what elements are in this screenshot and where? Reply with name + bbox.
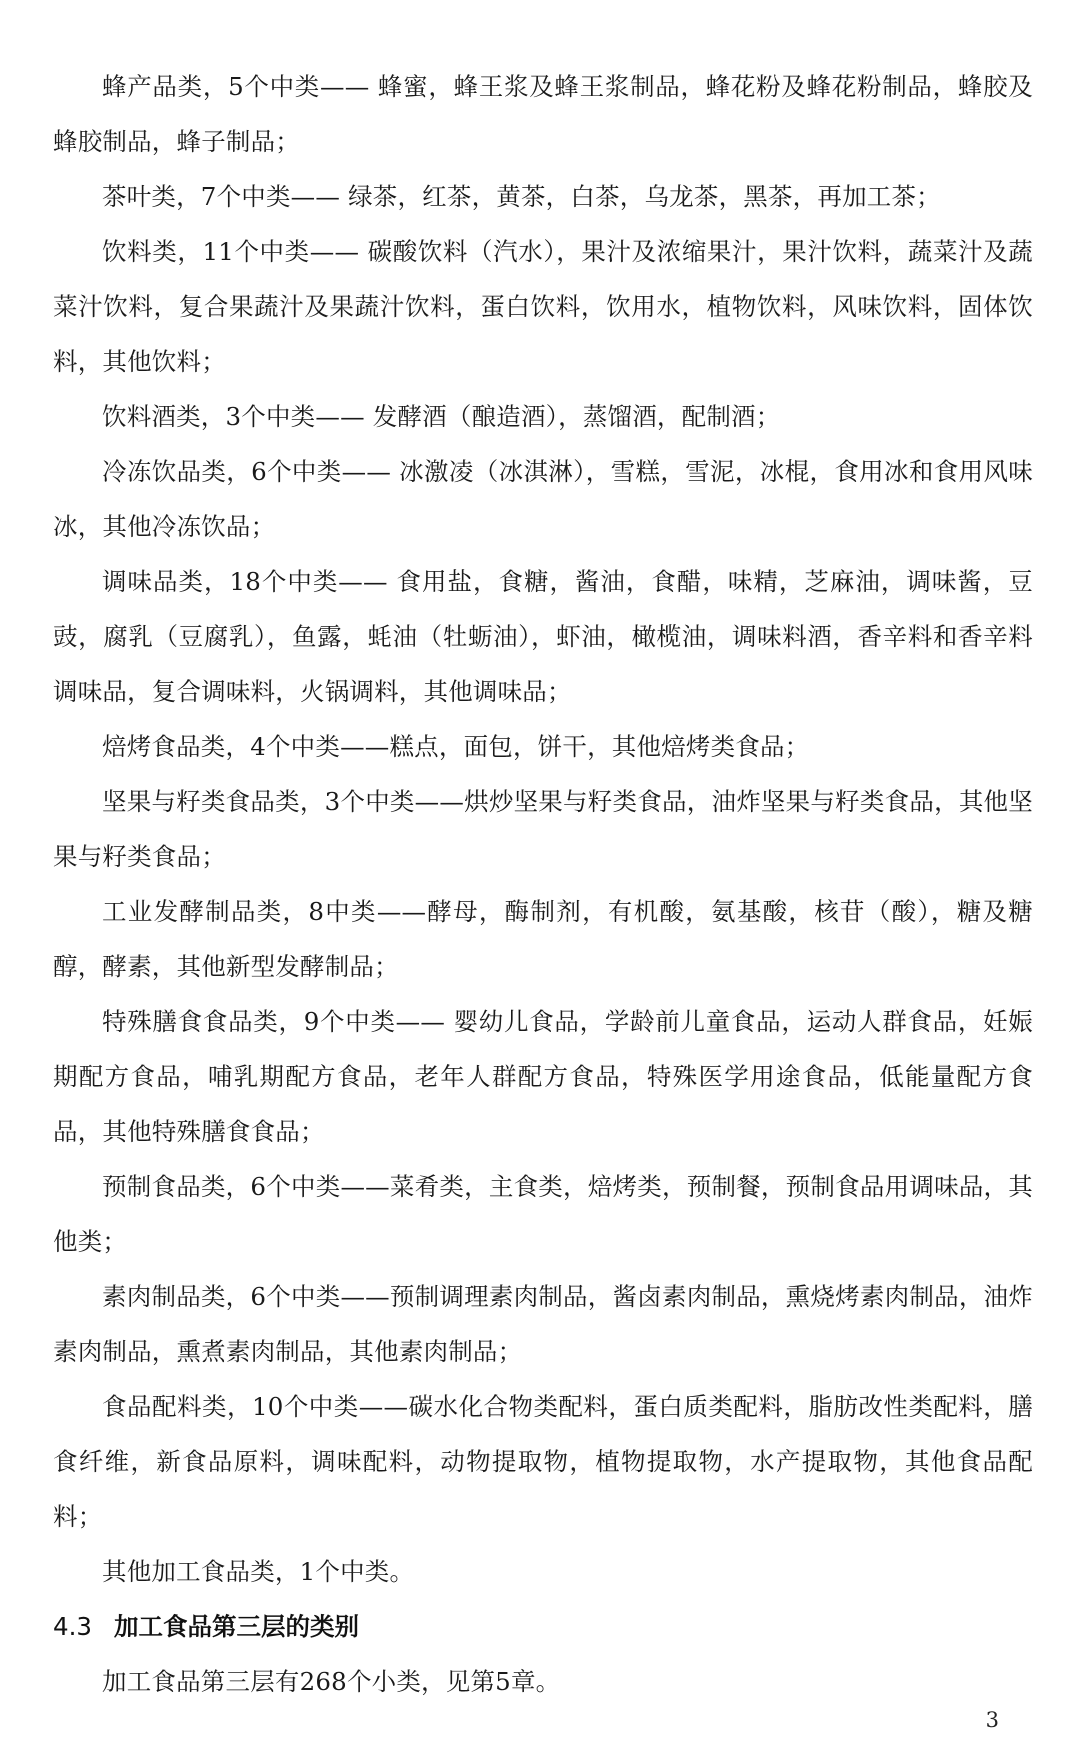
- paragraph-condiments: 调味品类，18个中类—— 食用盐，食糖，酱油，食醋，味精，芝麻油，调味酱，豆豉，腐乳（豆腐乳），鱼露，蚝油（牡蛎油），虾油，橄榄油，调味料酒，香辛料和香辛料调味品，复合调味料，火锅调料，其他调味品；: [53, 567, 1033, 706]
- paragraph-prepared-foods: 预制食品类，6个中类——菜肴类，主食类，焙烤类，预制餐，预制食品用调味品，其他类；: [53, 1172, 1033, 1256]
- paragraph-plant-based-meat: 素肉制品类，6个中类——预制调理素肉制品，酱卤素肉制品，熏烧烤素肉制品，油炸素肉制品，熏煮素肉制品，其他素肉制品；: [53, 1282, 1033, 1366]
- paragraph-nuts-seeds: 坚果与籽类食品类，3个中类——烘炒坚果与籽类食品，油炸坚果与籽类食品，其他坚果与籽类食品；: [53, 787, 1033, 871]
- paragraph-food-ingredients: 食品配料类，10个中类——碳水化合物类配料，蛋白质类配料，脂肪改性类配料，膳食纤维，新食品原料，调味配料，动物提取物，植物提取物，水产提取物，其他食品配料；: [53, 1392, 1033, 1531]
- paragraph-frozen-drinks: 冷冻饮品类，6个中类—— 冰激凌（冰淇淋），雪糕，雪泥，冰棍，食用冰和食用风味冰，其他冷冻饮品；: [53, 457, 1033, 541]
- paragraph-fermentation-products: 工业发酵制品类，8中类——酵母，酶制剂，有机酸，氨基酸，核苷（酸），糖及糖醇，酵素，其他新型发酵制品；: [53, 897, 1033, 981]
- paragraph-alcoholic-beverages: 饮料酒类，3个中类—— 发酵酒（酿造酒），蒸馏酒，配制酒；: [102, 402, 781, 431]
- document-body: [53, 59, 1033, 1709]
- section-title: 加工食品第三层的类别: [113, 1612, 359, 1641]
- paragraph-other-processed-foods: 其他加工食品类，1个中类。: [102, 1557, 415, 1586]
- section-number: 4.3: [53, 1612, 92, 1641]
- paragraph-special-dietary-foods: 特殊膳食食品类，9个中类—— 婴幼儿食品，学龄前儿童食品，运动人群食品，妊娠期配方食品，哺乳期配方食品，老年人群配方食品，特殊医学用途食品，低能量配方食品，其他特殊膳食食品；: [53, 1007, 1033, 1146]
- page-number: 3: [985, 1708, 999, 1732]
- section-paragraph: 加工食品第三层有268个小类，见第5章。: [102, 1667, 561, 1696]
- paragraph-baked-goods: 焙烤食品类，4个中类——糕点，面包，饼干，其他焙烤类食品；: [102, 732, 810, 761]
- paragraph-bee-products: 蜂产品类，5个中类—— 蜂蜜，蜂王浆及蜂王浆制品，蜂花粉及蜂花粉制品，蜂胶及蜂胶制品，蜂子制品；: [53, 72, 1033, 156]
- paragraph-beverages: 饮料类，11个中类—— 碳酸饮料（汽水），果汁及浓缩果汁，果汁饮料，蔬菜汁及蔬菜汁饮料，复合果蔬汁及果蔬汁饮料，蛋白饮料，饮用水，植物饮料，风味饮料，固体饮料，其他饮料；: [53, 237, 1033, 376]
- section-heading: [53, 1599, 1033, 1654]
- paragraph-tea: 茶叶类，7个中类—— 绿茶，红茶，黄茶，白茶，乌龙茶，黑茶，再加工茶；: [102, 182, 941, 211]
